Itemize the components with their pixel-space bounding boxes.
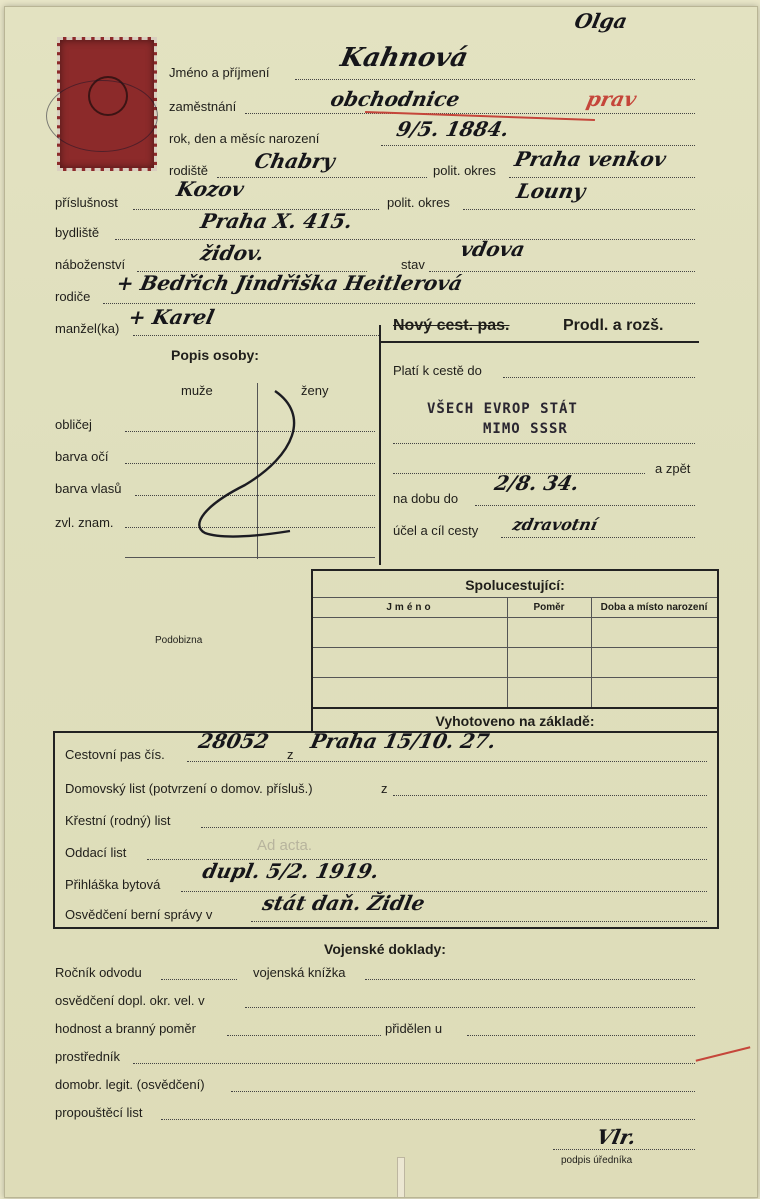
travel-stamp-line1: VŠECH EVROP STÁT	[427, 401, 578, 417]
travel-duration-line	[475, 505, 695, 506]
travel-purpose-line	[501, 537, 695, 538]
district-label: polit. okres	[433, 163, 496, 178]
signature-value: Vlr.	[594, 1125, 639, 1149]
description-title: Popis osoby:	[171, 347, 259, 363]
description-col-men: muže	[181, 383, 213, 398]
issued-tax-line	[251, 921, 707, 922]
name-label: Jméno a příjmení	[169, 65, 270, 80]
issued-tax-label: Osvědčení berní správy v	[65, 907, 213, 922]
parents-line	[103, 303, 695, 304]
companions-head-line	[313, 597, 717, 598]
name-line	[295, 79, 695, 80]
description-col-women: ženy	[301, 383, 329, 398]
military-title: Vojenské doklady:	[324, 941, 446, 957]
issued-baptism-line	[201, 827, 707, 828]
military-rank-line	[227, 1035, 381, 1036]
description-row-eyes: barva očí	[55, 449, 109, 464]
military-release-label: propouštěcí list	[55, 1105, 143, 1120]
birthplace-label: rodiště	[169, 163, 209, 178]
job-value: obchodnice	[328, 87, 462, 111]
travel-purpose-value: zdravotní	[510, 515, 600, 534]
issued-registration-value: dupl. 5/2. 1919.	[200, 859, 382, 883]
companions-row-line-1	[313, 647, 717, 648]
district2-label: polit. okres	[387, 195, 450, 210]
companions-header-relation: Poměr	[533, 602, 565, 613]
issued-domicile-label: Domovský list (potvrzení o domov. přísluš.)	[65, 781, 313, 796]
spouse-value: + Karel	[126, 305, 217, 329]
description-row-face: obličej	[55, 417, 92, 432]
birthplace-value: Chabry	[252, 149, 338, 173]
strike-curve-icon	[185, 385, 305, 545]
binding-thread	[397, 1157, 405, 1198]
district2-value: Louny	[514, 179, 588, 203]
job-label: zaměstnání	[169, 99, 237, 114]
issued-registration-line	[181, 891, 707, 892]
red-mark	[696, 1046, 751, 1061]
travel-stamp-line2: MIMO SSSR	[483, 421, 568, 437]
travel-valid-label: Platí k cestě do	[393, 363, 482, 378]
issued-baptism-label: Křestní (rodný) list	[65, 813, 171, 828]
issued-marriage-label: Oddací list	[65, 845, 127, 860]
stamp-postmark-icon	[46, 80, 158, 152]
travel-purpose-label: účel a cíl cesty	[393, 523, 479, 538]
birth-line	[381, 145, 695, 146]
companions-table	[311, 569, 719, 709]
district-line	[509, 177, 695, 178]
companions-title: Spolucestující:	[465, 577, 565, 593]
parents-value: + Bedřich Jindřiška Heitlerová	[114, 271, 465, 295]
travel-duration-value: 2/8. 34.	[492, 471, 582, 495]
status-line	[429, 271, 695, 272]
residence-label: bydliště	[55, 225, 100, 240]
military-assigned-line	[467, 1035, 695, 1036]
issued-tax-value: stát daň. Židle	[260, 891, 428, 915]
military-book-line	[365, 979, 695, 980]
issued-domicile-line	[393, 795, 707, 796]
given-name-handwritten: Olga	[572, 9, 630, 33]
issued-passport-line	[187, 761, 707, 762]
citizenship-label: příslušnost	[55, 195, 118, 210]
military-cert-line	[245, 1007, 695, 1008]
religion-label: náboženství	[55, 257, 126, 272]
military-rank-label: hodnost a branný poměr	[55, 1021, 196, 1036]
military-middle-line	[133, 1063, 695, 1064]
residence-value: Praha X. 415.	[198, 209, 355, 233]
military-year-line	[161, 979, 237, 980]
residence-line	[115, 239, 695, 240]
status-value: vdova	[458, 237, 528, 261]
religion-value: židov.	[198, 241, 267, 265]
issued-passport-label: Cestovní pas čís.	[65, 747, 165, 762]
spouse-label: manžel(ka)	[55, 321, 120, 336]
military-year-label: Ročník odvodu	[55, 965, 142, 980]
passport-application-form	[4, 6, 758, 1198]
status-label: stav	[401, 257, 425, 272]
military-assigned-label: přidělen u	[385, 1021, 443, 1036]
companions-header-name: Jméno	[386, 602, 434, 613]
issued-passport-number: 28052	[196, 729, 272, 753]
issued-registration-label: Přihláška bytová	[65, 877, 161, 892]
frame-top-line	[379, 341, 699, 343]
citizenship-value: Kozov	[174, 177, 247, 201]
issued-passport-from: Praha 15/10. 27.	[308, 729, 499, 753]
companions-head-line2	[313, 617, 717, 618]
description-row-marks: zvl. znam.	[55, 515, 114, 530]
birth-label: rok, den a měsíc narození	[169, 131, 320, 146]
military-book-label: vojenská knížka	[253, 965, 346, 980]
birthplace-line	[217, 177, 427, 178]
pass-type-new-struck: Nový cest. pas.	[393, 317, 510, 334]
companions-col-line-1	[507, 597, 508, 709]
frame-middle-vertical	[379, 325, 381, 565]
desc-bottom-line	[125, 557, 375, 558]
military-release-line	[161, 1119, 695, 1120]
travel-and-back: a zpět	[655, 461, 691, 476]
companions-col-line-2	[591, 597, 592, 709]
military-middle-label: prostředník	[55, 1049, 121, 1064]
issued-domicile-z: z	[381, 781, 388, 796]
travel-line-2	[393, 443, 695, 444]
revenue-stamp	[57, 37, 157, 171]
signature-line	[553, 1149, 695, 1150]
signature-label: podpis úředníka	[561, 1155, 633, 1166]
name-value: Kahnová	[337, 43, 471, 73]
spouse-line	[133, 335, 379, 336]
travel-duration-label: na dobu do	[393, 491, 459, 506]
issued-title: Vyhotoveno na základě:	[435, 713, 595, 729]
photo-label: Podobizna	[155, 635, 203, 646]
travel-valid-line	[503, 377, 695, 378]
companions-header-birth: Doba a místo narození	[600, 602, 708, 613]
district-value: Praha venkov	[512, 147, 669, 171]
issued-passport-z: z	[287, 747, 294, 762]
military-cert-label: osvědčení dopl. okr. vel. v	[55, 993, 205, 1008]
pass-type-extension: Prodl. a rozš.	[563, 317, 664, 334]
military-legit-line	[231, 1091, 695, 1092]
companions-row-line-2	[313, 677, 717, 678]
faded-ad-acta: Ad acta.	[257, 837, 313, 854]
birth-value: 9/5. 1884.	[394, 117, 512, 141]
job-extra-value: prav	[584, 87, 639, 111]
description-row-hair: barva vlasů	[55, 481, 122, 496]
military-legit-label: domobr. legit. (osvědčení)	[55, 1077, 205, 1092]
district2-line	[463, 209, 695, 210]
parents-label: rodiče	[55, 289, 91, 304]
